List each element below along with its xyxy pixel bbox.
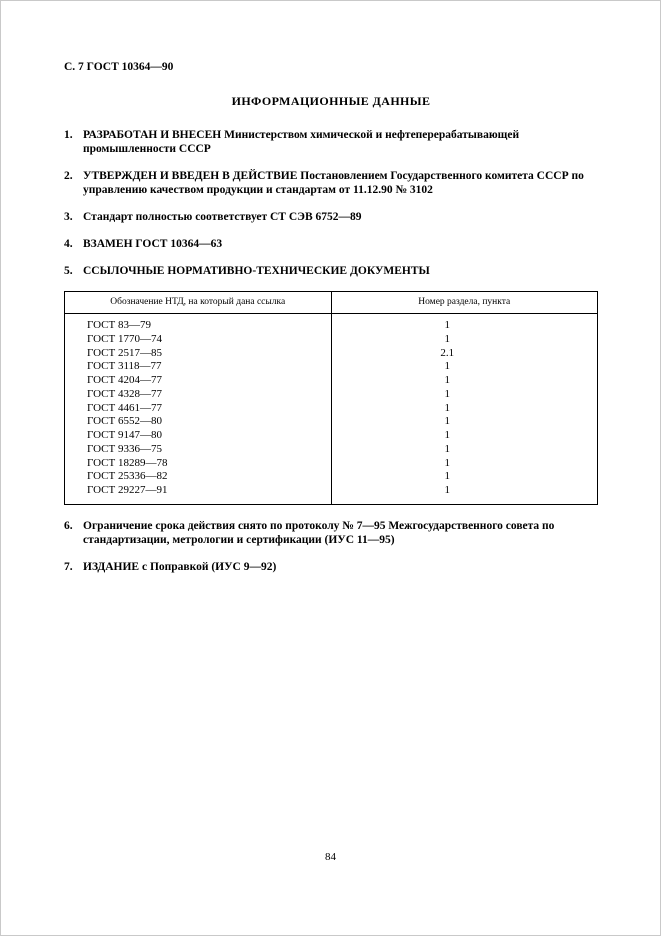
item-text: Стандарт полностью соответствует СТ СЭВ 6752—89 [83,211,362,224]
item-text: УТВЕРЖДЕН И ВВЕДЕН В ДЕЙСТВИЕ Постановлением Государственного комитета СССР по управлению качеством продукции и стандартам от 11.12.90 № 3102 [83,170,584,197]
page-number: 84 [325,851,336,863]
item-text: ВЗАМЕН ГОСТ 10364—63 [83,238,223,251]
list-item [64,264,598,278]
item-text: ИЗДАНИЕ с Поправкой (ИУС 9—92) [83,560,277,573]
item-text: РАЗРАБОТАН И ВНЕСЕН Министерством химической и нефтеперерабатывающей промышленности СССР [83,129,520,156]
table-cell-section: 1 [444,429,450,442]
item-number: 1. [64,129,73,141]
table-cell-ref: ГОСТ 2517—85 [65,347,332,361]
table-cell-ref: ГОСТ 4461—77 [65,402,332,416]
list-item [64,169,598,197]
table-row [65,402,598,416]
table-cell-section: 1 [444,401,450,414]
item-text: ССЫЛОЧНЫЕ НОРМАТИВНО-ТЕХНИЧЕСКИЕ ДОКУМЕНТЫ [83,265,430,278]
table-row [65,388,598,402]
table-cell-ref: ГОСТ 25336—82 [65,470,332,484]
item-number: 4. [64,238,73,251]
item-number: 7. [64,560,73,573]
table-header-section: Номер раздела, пункта [331,292,598,314]
table-cell-ref: ГОСТ 3118—77 [65,360,332,374]
table-cell-ref: ГОСТ 1770—74 [65,333,332,347]
table-row [65,470,598,484]
table-cell-ref: ГОСТ 9147—80 [65,429,332,443]
table-row [65,347,598,361]
table-row [65,374,598,388]
table-row [65,429,598,443]
table-cell-section: 1 [444,456,450,469]
table-header-ref: Обозначение НТД, на который дана ссылка [65,292,332,314]
table-cell-section: 1 [444,374,450,387]
table-cell-ref: ГОСТ 83—79 [65,314,332,333]
list-item [64,519,598,547]
table-cell-section: 1 [444,332,450,345]
list-item [64,210,598,224]
table-cell-section: 1 [444,415,450,428]
list-item [64,128,598,156]
table-cell-ref: ГОСТ 4204—77 [65,374,332,388]
list-item [64,237,598,251]
item-number: 2. [64,170,73,183]
table-header-row [65,292,598,314]
page-header: С. 7 ГОСТ 10364—90 [64,61,174,73]
item-number: 5. [64,265,73,278]
references-table [64,291,598,505]
table-cell-ref: ГОСТ 9336—75 [65,443,332,457]
item-number: 3. [64,211,73,224]
table-row [65,484,598,504]
item-number: 6. [64,519,73,532]
table-cell-section: 1 [444,484,450,497]
table-cell-section: 1 [444,470,450,483]
table-cell-ref: ГОСТ 29227—91 [65,484,332,504]
table-cell-ref: ГОСТ 18289—78 [65,457,332,471]
table-cell-ref: ГОСТ 6552—80 [65,415,332,429]
table-row [65,457,598,471]
table-cell-section: 2.1 [440,346,455,359]
table-cell-section: 1 [444,319,450,332]
list-item [64,560,598,574]
table-cell-ref: ГОСТ 4328—77 [65,388,332,402]
page-title: ИНФОРМАЦИОННЫЕ ДАННЫЕ [231,94,431,108]
item-text: Ограничение срока действия снято по протоколу № 7—95 Межгосударственного совета по стандартизации, метрологии и сертификации (ИУС 11—95) [83,519,555,546]
table-cell-section: 1 [444,360,450,373]
table-cell-section: 1 [444,442,450,455]
table-row [65,443,598,457]
table-row [65,333,598,347]
table-row [65,314,598,333]
table-row [65,360,598,374]
table-cell-section: 1 [444,387,450,400]
table-row [65,415,598,429]
document-content [1,1,660,574]
